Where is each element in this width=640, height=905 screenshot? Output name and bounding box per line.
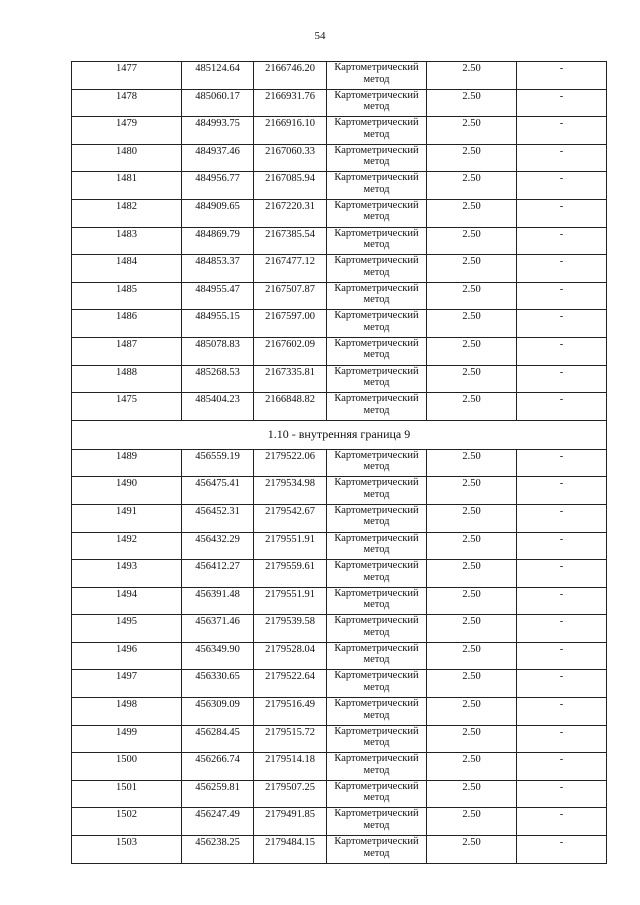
method-cell: Картометрический метод bbox=[327, 227, 427, 255]
method-cell: Картометрический метод bbox=[327, 449, 427, 477]
table-row bbox=[72, 449, 607, 477]
x-coordinate-cell: 485404.23 bbox=[182, 393, 254, 421]
accuracy-cell: 2.50 bbox=[427, 337, 517, 365]
point-number-cell: 1497 bbox=[72, 670, 182, 698]
x-coordinate-cell: 485124.64 bbox=[182, 62, 254, 90]
x-coordinate-cell: 485060.17 bbox=[182, 89, 254, 117]
method-cell: Картометрический метод bbox=[327, 780, 427, 808]
description-cell: - bbox=[517, 89, 607, 117]
table-row bbox=[72, 144, 607, 172]
point-number-cell: 1475 bbox=[72, 393, 182, 421]
point-number-cell: 1479 bbox=[72, 117, 182, 145]
method-cell: Картометрический метод bbox=[327, 255, 427, 283]
table-row bbox=[72, 836, 607, 864]
x-coordinate-cell: 456432.29 bbox=[182, 532, 254, 560]
accuracy-cell: 2.50 bbox=[427, 117, 517, 145]
method-cell: Картометрический метод bbox=[327, 615, 427, 643]
description-cell: - bbox=[517, 365, 607, 393]
point-number-cell: 1485 bbox=[72, 282, 182, 310]
accuracy-cell: 2.50 bbox=[427, 698, 517, 726]
x-coordinate-cell: 484955.15 bbox=[182, 310, 254, 338]
accuracy-cell: 2.50 bbox=[427, 753, 517, 781]
accuracy-cell: 2.50 bbox=[427, 725, 517, 753]
accuracy-cell: 2.50 bbox=[427, 199, 517, 227]
y-coordinate-cell: 2167477.12 bbox=[254, 255, 327, 283]
table-row bbox=[72, 808, 607, 836]
description-cell: - bbox=[517, 836, 607, 864]
x-coordinate-cell: 456259.81 bbox=[182, 780, 254, 808]
y-coordinate-cell: 2179514.18 bbox=[254, 753, 327, 781]
y-coordinate-cell: 2179551.91 bbox=[254, 587, 327, 615]
table-row bbox=[72, 698, 607, 726]
table-row bbox=[72, 282, 607, 310]
x-coordinate-cell: 485078.83 bbox=[182, 337, 254, 365]
point-number-cell: 1503 bbox=[72, 836, 182, 864]
x-coordinate-cell: 484955.47 bbox=[182, 282, 254, 310]
table-row bbox=[72, 255, 607, 283]
table-row bbox=[72, 310, 607, 338]
point-number-cell: 1477 bbox=[72, 62, 182, 90]
table-row bbox=[72, 532, 607, 560]
method-cell: Картометрический метод bbox=[327, 725, 427, 753]
point-number-cell: 1495 bbox=[72, 615, 182, 643]
point-number-cell: 1488 bbox=[72, 365, 182, 393]
x-coordinate-cell: 485268.53 bbox=[182, 365, 254, 393]
table-row bbox=[72, 560, 607, 588]
method-cell: Картометрический метод bbox=[327, 337, 427, 365]
point-number-cell: 1490 bbox=[72, 477, 182, 505]
accuracy-cell: 2.50 bbox=[427, 144, 517, 172]
method-cell: Картометрический метод bbox=[327, 753, 427, 781]
accuracy-cell: 2.50 bbox=[427, 393, 517, 421]
method-cell: Картометрический метод bbox=[327, 504, 427, 532]
y-coordinate-cell: 2167385.54 bbox=[254, 227, 327, 255]
description-cell: - bbox=[517, 532, 607, 560]
table-row bbox=[72, 642, 607, 670]
y-coordinate-cell: 2167597.00 bbox=[254, 310, 327, 338]
table-row bbox=[72, 670, 607, 698]
table-row bbox=[72, 62, 607, 90]
accuracy-cell: 2.50 bbox=[427, 62, 517, 90]
method-cell: Картометрический метод bbox=[327, 365, 427, 393]
x-coordinate-cell: 484853.37 bbox=[182, 255, 254, 283]
method-cell: Картометрический метод bbox=[327, 117, 427, 145]
y-coordinate-cell: 2179559.61 bbox=[254, 560, 327, 588]
accuracy-cell: 2.50 bbox=[427, 365, 517, 393]
method-cell: Картометрический метод bbox=[327, 698, 427, 726]
section-title: 1.10 - внутренняя граница 9 bbox=[72, 420, 607, 449]
point-number-cell: 1478 bbox=[72, 89, 182, 117]
accuracy-cell: 2.50 bbox=[427, 642, 517, 670]
coordinates-table bbox=[71, 61, 607, 864]
description-cell: - bbox=[517, 808, 607, 836]
point-number-cell: 1492 bbox=[72, 532, 182, 560]
section-header-row bbox=[72, 420, 607, 449]
description-cell: - bbox=[517, 393, 607, 421]
page-number: 54 bbox=[314, 30, 326, 42]
description-cell: - bbox=[517, 753, 607, 781]
table-row bbox=[72, 199, 607, 227]
table-row bbox=[72, 393, 607, 421]
point-number-cell: 1494 bbox=[72, 587, 182, 615]
description-cell: - bbox=[517, 117, 607, 145]
y-coordinate-cell: 2167085.94 bbox=[254, 172, 327, 200]
table-row bbox=[72, 504, 607, 532]
table-row bbox=[72, 337, 607, 365]
x-coordinate-cell: 484869.79 bbox=[182, 227, 254, 255]
y-coordinate-cell: 2179515.72 bbox=[254, 725, 327, 753]
table-row bbox=[72, 753, 607, 781]
description-cell: - bbox=[517, 62, 607, 90]
accuracy-cell: 2.50 bbox=[427, 477, 517, 505]
point-number-cell: 1491 bbox=[72, 504, 182, 532]
x-coordinate-cell: 484956.77 bbox=[182, 172, 254, 200]
y-coordinate-cell: 2179542.67 bbox=[254, 504, 327, 532]
y-coordinate-cell: 2179534.98 bbox=[254, 477, 327, 505]
description-cell: - bbox=[517, 477, 607, 505]
method-cell: Картометрический метод bbox=[327, 532, 427, 560]
method-cell: Картометрический метод bbox=[327, 89, 427, 117]
point-number-cell: 1502 bbox=[72, 808, 182, 836]
y-coordinate-cell: 2179491.85 bbox=[254, 808, 327, 836]
method-cell: Картометрический метод bbox=[327, 310, 427, 338]
y-coordinate-cell: 2167602.09 bbox=[254, 337, 327, 365]
table-row bbox=[72, 725, 607, 753]
accuracy-cell: 2.50 bbox=[427, 836, 517, 864]
method-cell: Картометрический метод bbox=[327, 560, 427, 588]
table-row bbox=[72, 89, 607, 117]
x-coordinate-cell: 484909.65 bbox=[182, 199, 254, 227]
method-cell: Картометрический метод bbox=[327, 836, 427, 864]
x-coordinate-cell: 456412.27 bbox=[182, 560, 254, 588]
y-coordinate-cell: 2166916.10 bbox=[254, 117, 327, 145]
x-coordinate-cell: 456330.65 bbox=[182, 670, 254, 698]
method-cell: Картометрический метод bbox=[327, 808, 427, 836]
y-coordinate-cell: 2167060.33 bbox=[254, 144, 327, 172]
description-cell: - bbox=[517, 504, 607, 532]
method-cell: Картометрический метод bbox=[327, 477, 427, 505]
x-coordinate-cell: 484937.46 bbox=[182, 144, 254, 172]
accuracy-cell: 2.50 bbox=[427, 532, 517, 560]
description-cell: - bbox=[517, 670, 607, 698]
description-cell: - bbox=[517, 560, 607, 588]
point-number-cell: 1482 bbox=[72, 199, 182, 227]
table-row bbox=[72, 365, 607, 393]
y-coordinate-cell: 2166746.20 bbox=[254, 62, 327, 90]
accuracy-cell: 2.50 bbox=[427, 282, 517, 310]
x-coordinate-cell: 456475.41 bbox=[182, 477, 254, 505]
accuracy-cell: 2.50 bbox=[427, 808, 517, 836]
point-number-cell: 1501 bbox=[72, 780, 182, 808]
accuracy-cell: 2.50 bbox=[427, 310, 517, 338]
accuracy-cell: 2.50 bbox=[427, 504, 517, 532]
description-cell: - bbox=[517, 172, 607, 200]
accuracy-cell: 2.50 bbox=[427, 172, 517, 200]
x-coordinate-cell: 484993.75 bbox=[182, 117, 254, 145]
method-cell: Картометрический метод bbox=[327, 587, 427, 615]
description-cell: - bbox=[517, 199, 607, 227]
accuracy-cell: 2.50 bbox=[427, 670, 517, 698]
description-cell: - bbox=[517, 780, 607, 808]
description-cell: - bbox=[517, 310, 607, 338]
y-coordinate-cell: 2179528.04 bbox=[254, 642, 327, 670]
accuracy-cell: 2.50 bbox=[427, 780, 517, 808]
point-number-cell: 1500 bbox=[72, 753, 182, 781]
y-coordinate-cell: 2179484.15 bbox=[254, 836, 327, 864]
y-coordinate-cell: 2179539.58 bbox=[254, 615, 327, 643]
x-coordinate-cell: 456266.74 bbox=[182, 753, 254, 781]
table-row bbox=[72, 172, 607, 200]
point-number-cell: 1487 bbox=[72, 337, 182, 365]
x-coordinate-cell: 456284.45 bbox=[182, 725, 254, 753]
x-coordinate-cell: 456247.49 bbox=[182, 808, 254, 836]
description-cell: - bbox=[517, 255, 607, 283]
description-cell: - bbox=[517, 587, 607, 615]
accuracy-cell: 2.50 bbox=[427, 227, 517, 255]
x-coordinate-cell: 456452.31 bbox=[182, 504, 254, 532]
coordinates-table-body bbox=[72, 62, 607, 864]
description-cell: - bbox=[517, 642, 607, 670]
table-row bbox=[72, 117, 607, 145]
accuracy-cell: 2.50 bbox=[427, 560, 517, 588]
point-number-cell: 1481 bbox=[72, 172, 182, 200]
x-coordinate-cell: 456559.19 bbox=[182, 449, 254, 477]
table-row bbox=[72, 227, 607, 255]
y-coordinate-cell: 2167507.87 bbox=[254, 282, 327, 310]
point-number-cell: 1484 bbox=[72, 255, 182, 283]
accuracy-cell: 2.50 bbox=[427, 449, 517, 477]
table-row bbox=[72, 780, 607, 808]
method-cell: Картометрический метод bbox=[327, 172, 427, 200]
method-cell: Картометрический метод bbox=[327, 670, 427, 698]
y-coordinate-cell: 2179522.64 bbox=[254, 670, 327, 698]
accuracy-cell: 2.50 bbox=[427, 255, 517, 283]
description-cell: - bbox=[517, 227, 607, 255]
description-cell: - bbox=[517, 337, 607, 365]
method-cell: Картометрический метод bbox=[327, 282, 427, 310]
description-cell: - bbox=[517, 615, 607, 643]
y-coordinate-cell: 2179516.49 bbox=[254, 698, 327, 726]
y-coordinate-cell: 2166848.82 bbox=[254, 393, 327, 421]
x-coordinate-cell: 456349.90 bbox=[182, 642, 254, 670]
description-cell: - bbox=[517, 282, 607, 310]
x-coordinate-cell: 456238.25 bbox=[182, 836, 254, 864]
description-cell: - bbox=[517, 725, 607, 753]
y-coordinate-cell: 2179507.25 bbox=[254, 780, 327, 808]
point-number-cell: 1499 bbox=[72, 725, 182, 753]
x-coordinate-cell: 456371.46 bbox=[182, 615, 254, 643]
table-row bbox=[72, 477, 607, 505]
x-coordinate-cell: 456309.09 bbox=[182, 698, 254, 726]
point-number-cell: 1480 bbox=[72, 144, 182, 172]
y-coordinate-cell: 2166931.76 bbox=[254, 89, 327, 117]
point-number-cell: 1486 bbox=[72, 310, 182, 338]
table-row bbox=[72, 615, 607, 643]
point-number-cell: 1496 bbox=[72, 642, 182, 670]
method-cell: Картометрический метод bbox=[327, 199, 427, 227]
x-coordinate-cell: 456391.48 bbox=[182, 587, 254, 615]
method-cell: Картометрический метод bbox=[327, 62, 427, 90]
point-number-cell: 1493 bbox=[72, 560, 182, 588]
method-cell: Картометрический метод bbox=[327, 642, 427, 670]
accuracy-cell: 2.50 bbox=[427, 615, 517, 643]
accuracy-cell: 2.50 bbox=[427, 89, 517, 117]
description-cell: - bbox=[517, 144, 607, 172]
y-coordinate-cell: 2179551.91 bbox=[254, 532, 327, 560]
description-cell: - bbox=[517, 449, 607, 477]
table-row bbox=[72, 587, 607, 615]
point-number-cell: 1483 bbox=[72, 227, 182, 255]
method-cell: Картометрический метод bbox=[327, 144, 427, 172]
point-number-cell: 1498 bbox=[72, 698, 182, 726]
description-cell: - bbox=[517, 698, 607, 726]
y-coordinate-cell: 2167335.81 bbox=[254, 365, 327, 393]
point-number-cell: 1489 bbox=[72, 449, 182, 477]
accuracy-cell: 2.50 bbox=[427, 587, 517, 615]
y-coordinate-cell: 2167220.31 bbox=[254, 199, 327, 227]
method-cell: Картометрический метод bbox=[327, 393, 427, 421]
y-coordinate-cell: 2179522.06 bbox=[254, 449, 327, 477]
